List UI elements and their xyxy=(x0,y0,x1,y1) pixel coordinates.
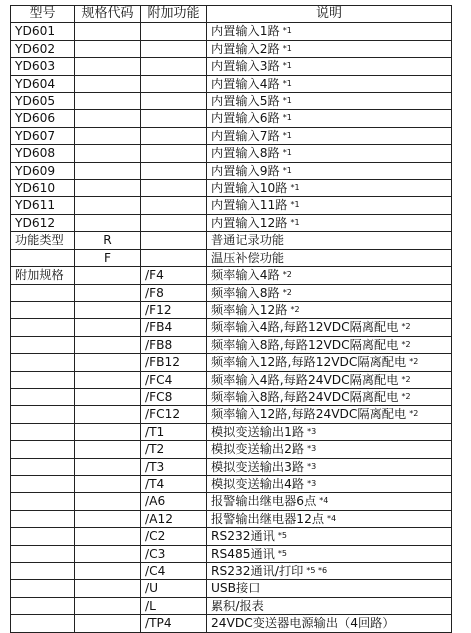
description-cell xyxy=(207,180,452,197)
description-cell xyxy=(207,580,452,597)
description-text: 内置输入1路 xyxy=(211,24,280,39)
spec-code-cell xyxy=(75,406,141,423)
footnote-mark: *3 xyxy=(307,426,317,436)
description-cell xyxy=(207,319,452,336)
addon-code-cell: /A6 xyxy=(141,493,207,510)
table-row xyxy=(11,162,452,179)
table-row xyxy=(11,249,452,266)
table-row xyxy=(11,388,452,405)
description-cell xyxy=(207,458,452,475)
spec-code-cell xyxy=(75,319,141,336)
description-cell xyxy=(207,475,452,492)
table-row xyxy=(11,336,452,353)
addon-code-cell: /FB4 xyxy=(141,319,207,336)
addon-code-cell: /L xyxy=(141,597,207,614)
spec-code-cell xyxy=(75,23,141,40)
description-cell xyxy=(207,545,452,562)
addon-code-cell: /F12 xyxy=(141,301,207,318)
footnote-mark: *2 xyxy=(401,391,411,401)
model-cell: YD609 xyxy=(11,162,75,179)
addon-code-cell: /T1 xyxy=(141,423,207,440)
group-label-cell xyxy=(11,580,75,597)
table-header-row xyxy=(11,6,452,23)
header-spec-code: 规格代码 xyxy=(75,6,141,23)
description-cell xyxy=(207,336,452,353)
addon-code-cell: /A12 xyxy=(141,510,207,527)
table-row xyxy=(11,510,452,527)
description-text: 内置输入4路 xyxy=(211,76,280,91)
table-row xyxy=(11,75,452,92)
description-cell xyxy=(207,423,452,440)
table-row xyxy=(11,180,452,197)
spec-code-cell xyxy=(75,40,141,57)
addon-cell xyxy=(141,180,207,197)
group-label-cell xyxy=(11,284,75,301)
group-label-cell xyxy=(11,510,75,527)
addon-cell xyxy=(141,40,207,57)
addon-code-cell: /C4 xyxy=(141,563,207,580)
addon-code-cell: /F8 xyxy=(141,284,207,301)
addon-cell xyxy=(141,23,207,40)
description-text: 频率输入12路,每路24VDC隔离配电 xyxy=(211,407,407,422)
description-cell xyxy=(207,93,452,110)
table-row xyxy=(11,475,452,492)
footnote-mark: *2 xyxy=(409,409,419,419)
addon-cell xyxy=(141,145,207,162)
group-label-cell xyxy=(11,545,75,562)
description-text: 24VDC变送器电源输出（4回路） xyxy=(211,616,395,631)
addon-code-cell: /TP4 xyxy=(141,615,207,632)
spec-code-cell xyxy=(75,597,141,614)
model-cell: YD606 xyxy=(11,110,75,127)
table-row xyxy=(11,127,452,144)
group-label-cell xyxy=(11,458,75,475)
table-row xyxy=(11,563,452,580)
spec-code-cell xyxy=(75,284,141,301)
table-row xyxy=(11,423,452,440)
addon-cell xyxy=(141,58,207,75)
footnote-mark: *1 xyxy=(282,43,292,53)
addon-code-cell: /FC4 xyxy=(141,371,207,388)
model-cell: YD608 xyxy=(11,145,75,162)
description-text: 频率输入12路,每路12VDC隔离配电 xyxy=(211,355,407,370)
description-text: 模拟变送输出2路 xyxy=(211,442,305,457)
description-cell xyxy=(207,23,452,40)
model-cell: YD610 xyxy=(11,180,75,197)
footnote-mark: *1 xyxy=(282,130,292,140)
table-row xyxy=(11,354,452,371)
spec-code-cell xyxy=(75,93,141,110)
table-row xyxy=(11,110,452,127)
group-label-cell xyxy=(11,319,75,336)
addon-code-cell: /F4 xyxy=(141,267,207,284)
table-row xyxy=(11,493,452,510)
description-text: 内置输入2路 xyxy=(211,41,280,56)
footnote-mark: *2 xyxy=(401,339,411,349)
spec-code-cell xyxy=(75,423,141,440)
addon-code-cell: /FC8 xyxy=(141,388,207,405)
footnote-mark: *2 xyxy=(282,287,292,297)
description-text: 内置输入12路 xyxy=(211,215,288,230)
description-text: 内置输入8路 xyxy=(211,146,280,161)
description-cell xyxy=(207,40,452,57)
description-text: RS232通讯 xyxy=(211,529,275,544)
table-row xyxy=(11,301,452,318)
model-cell: YD611 xyxy=(11,197,75,214)
model-cell: YD607 xyxy=(11,127,75,144)
spec-code-cell: R xyxy=(75,232,141,249)
group-label-cell xyxy=(11,249,75,266)
description-cell xyxy=(207,232,452,249)
table-row xyxy=(11,284,452,301)
description-cell xyxy=(207,284,452,301)
spec-code-cell xyxy=(75,197,141,214)
description-text: 频率输入8路 xyxy=(211,285,280,300)
description-cell xyxy=(207,597,452,614)
group-label-cell xyxy=(11,528,75,545)
addon-code-cell: /T3 xyxy=(141,458,207,475)
model-cell: YD603 xyxy=(11,58,75,75)
addon-cell xyxy=(141,162,207,179)
addon-cell xyxy=(141,197,207,214)
spec-code-cell xyxy=(75,301,141,318)
footnote-mark: *1 xyxy=(282,148,292,158)
table-row xyxy=(11,40,452,57)
footnote-mark: *2 xyxy=(282,270,292,280)
table-row xyxy=(11,319,452,336)
footnote-mark: *1 xyxy=(282,113,292,123)
description-cell xyxy=(207,493,452,510)
model-cell: YD602 xyxy=(11,40,75,57)
spec-code-cell xyxy=(75,110,141,127)
table-row xyxy=(11,93,452,110)
description-text: 模拟变送输出4路 xyxy=(211,476,305,491)
description-cell xyxy=(207,406,452,423)
spec-code-cell xyxy=(75,545,141,562)
footnote-mark: *1 xyxy=(290,200,300,210)
spec-code-cell xyxy=(75,493,141,510)
description-text: 模拟变送输出1路 xyxy=(211,424,305,439)
spec-code-cell xyxy=(75,58,141,75)
group-label-cell xyxy=(11,597,75,614)
footnote-mark: *3 xyxy=(307,444,317,454)
addon-code-cell: /T4 xyxy=(141,475,207,492)
description-cell xyxy=(207,162,452,179)
group-label-cell xyxy=(11,475,75,492)
group-label-cell xyxy=(11,423,75,440)
table-row xyxy=(11,267,452,284)
description-text: 内置输入7路 xyxy=(211,128,280,143)
description-cell xyxy=(207,563,452,580)
addon-code-cell: /FC12 xyxy=(141,406,207,423)
header-description: 说明 xyxy=(207,6,452,23)
table-row xyxy=(11,615,452,632)
header-addon: 附加功能 xyxy=(141,6,207,23)
description-cell xyxy=(207,388,452,405)
footnote-mark: *4 xyxy=(319,496,329,506)
table-row xyxy=(11,441,452,458)
description-text: 频率输入4路,每路12VDC隔离配电 xyxy=(211,320,399,335)
description-text: 报警输出继电器6点 xyxy=(211,494,317,509)
footnote-mark: *1 xyxy=(282,78,292,88)
spec-code-cell xyxy=(75,563,141,580)
description-text: 频率输入12路 xyxy=(211,302,288,317)
description-cell xyxy=(207,371,452,388)
description-cell xyxy=(207,267,452,284)
spec-code-cell xyxy=(75,75,141,92)
footnote-mark: *2 xyxy=(401,322,411,332)
table-row xyxy=(11,597,452,614)
footnote-mark: *1 xyxy=(282,165,292,175)
description-cell xyxy=(207,110,452,127)
table-row xyxy=(11,528,452,545)
table-row xyxy=(11,580,452,597)
group-label-cell: 附加规格 xyxy=(11,267,75,284)
description-text: 模拟变送输出3路 xyxy=(211,459,305,474)
spec-code-cell xyxy=(75,441,141,458)
addon-code-cell: /C3 xyxy=(141,545,207,562)
spec-code-cell xyxy=(75,580,141,597)
group-label-cell xyxy=(11,441,75,458)
description-text: 内置输入6路 xyxy=(211,111,280,126)
model-cell: YD605 xyxy=(11,93,75,110)
spec-code-cell xyxy=(75,336,141,353)
table-row xyxy=(11,58,452,75)
addon-code-cell: /T2 xyxy=(141,441,207,458)
description-cell xyxy=(207,145,452,162)
group-label-cell: 功能类型 xyxy=(11,232,75,249)
group-label-cell xyxy=(11,493,75,510)
spec-code-cell xyxy=(75,475,141,492)
group-label-cell xyxy=(11,354,75,371)
addon-cell xyxy=(141,232,207,249)
spec-code-cell xyxy=(75,180,141,197)
description-text: USB接口 xyxy=(211,581,261,596)
model-cell: YD601 xyxy=(11,23,75,40)
addon-code-cell: /C2 xyxy=(141,528,207,545)
addon-cell xyxy=(141,110,207,127)
addon-cell xyxy=(141,75,207,92)
description-text: 内置输入10路 xyxy=(211,181,288,196)
addon-code-cell: /FB12 xyxy=(141,354,207,371)
spec-code-cell xyxy=(75,162,141,179)
description-cell xyxy=(207,510,452,527)
table-row xyxy=(11,145,452,162)
spec-code-cell xyxy=(75,615,141,632)
description-cell xyxy=(207,214,452,231)
footnote-mark: *1 xyxy=(290,183,300,193)
table-row xyxy=(11,232,452,249)
table-row xyxy=(11,214,452,231)
table-row xyxy=(11,23,452,40)
footnote-mark: *2 xyxy=(401,374,411,384)
table-body xyxy=(11,23,452,632)
footnote-mark: *5 xyxy=(277,531,287,541)
footnote-mark: *1 xyxy=(282,96,292,106)
description-text: 内置输入5路 xyxy=(211,94,280,109)
description-text: 累积/报表 xyxy=(211,598,264,613)
addon-cell xyxy=(141,214,207,231)
description-cell xyxy=(207,354,452,371)
description-cell xyxy=(207,301,452,318)
description-text: 频率输入8路,每路24VDC隔离配电 xyxy=(211,389,399,404)
description-cell xyxy=(207,528,452,545)
spec-code-cell xyxy=(75,354,141,371)
description-text: 频率输入8路,每路12VDC隔离配电 xyxy=(211,337,399,352)
footnote-mark: *2 xyxy=(409,357,419,367)
spec-code-cell xyxy=(75,214,141,231)
addon-cell xyxy=(141,249,207,266)
table-row xyxy=(11,406,452,423)
description-text: 内置输入11路 xyxy=(211,198,288,213)
table-row xyxy=(11,197,452,214)
spec-code-cell: F xyxy=(75,249,141,266)
description-cell xyxy=(207,249,452,266)
spec-code-cell xyxy=(75,528,141,545)
spec-code-cell xyxy=(75,371,141,388)
spec-code-cell xyxy=(75,388,141,405)
addon-code-cell: /FB8 xyxy=(141,336,207,353)
footnote-mark: *2 xyxy=(290,304,300,314)
spec-code-cell xyxy=(75,510,141,527)
spec-code-cell xyxy=(75,145,141,162)
description-text: 普通记录功能 xyxy=(211,233,285,248)
header-model: 型号 xyxy=(11,6,75,23)
description-cell xyxy=(207,615,452,632)
footnote-mark: *3 xyxy=(307,461,317,471)
group-label-cell xyxy=(11,336,75,353)
description-text: 内置输入3路 xyxy=(211,59,280,74)
description-cell xyxy=(207,58,452,75)
spec-code-cell xyxy=(75,458,141,475)
description-cell xyxy=(207,127,452,144)
footnote-mark: *5 *6 xyxy=(306,566,328,575)
addon-code-cell: /U xyxy=(141,580,207,597)
description-text: 频率输入4路,每路24VDC隔离配电 xyxy=(211,372,399,387)
model-cell: YD612 xyxy=(11,214,75,231)
footnote-mark: *5 xyxy=(277,548,287,558)
footnote-mark: *1 xyxy=(282,61,292,71)
description-text: RS485通讯 xyxy=(211,546,275,561)
model-cell: YD604 xyxy=(11,75,75,92)
description-cell xyxy=(207,441,452,458)
spec-code-cell xyxy=(75,267,141,284)
group-label-cell xyxy=(11,563,75,580)
addon-cell xyxy=(141,93,207,110)
description-cell xyxy=(207,75,452,92)
group-label-cell xyxy=(11,388,75,405)
description-text: 内置输入9路 xyxy=(211,163,280,178)
addon-cell xyxy=(141,127,207,144)
group-label-cell xyxy=(11,406,75,423)
table-row xyxy=(11,458,452,475)
group-label-cell xyxy=(11,301,75,318)
group-label-cell xyxy=(11,615,75,632)
model-spec-table xyxy=(10,5,452,633)
footnote-mark: *1 xyxy=(290,217,300,227)
description-text: 频率输入4路 xyxy=(211,268,280,283)
footnote-mark: *3 xyxy=(307,478,317,488)
spec-code-cell xyxy=(75,127,141,144)
description-text: RS232通讯/打印 xyxy=(211,564,304,578)
description-text: 报警输出继电器12点 xyxy=(211,511,325,526)
footnote-mark: *4 xyxy=(327,513,337,523)
group-label-cell xyxy=(11,371,75,388)
table-row xyxy=(11,371,452,388)
footnote-mark: *1 xyxy=(282,26,292,36)
description-cell xyxy=(207,197,452,214)
table-row xyxy=(11,545,452,562)
description-text: 温压补偿功能 xyxy=(211,250,285,265)
